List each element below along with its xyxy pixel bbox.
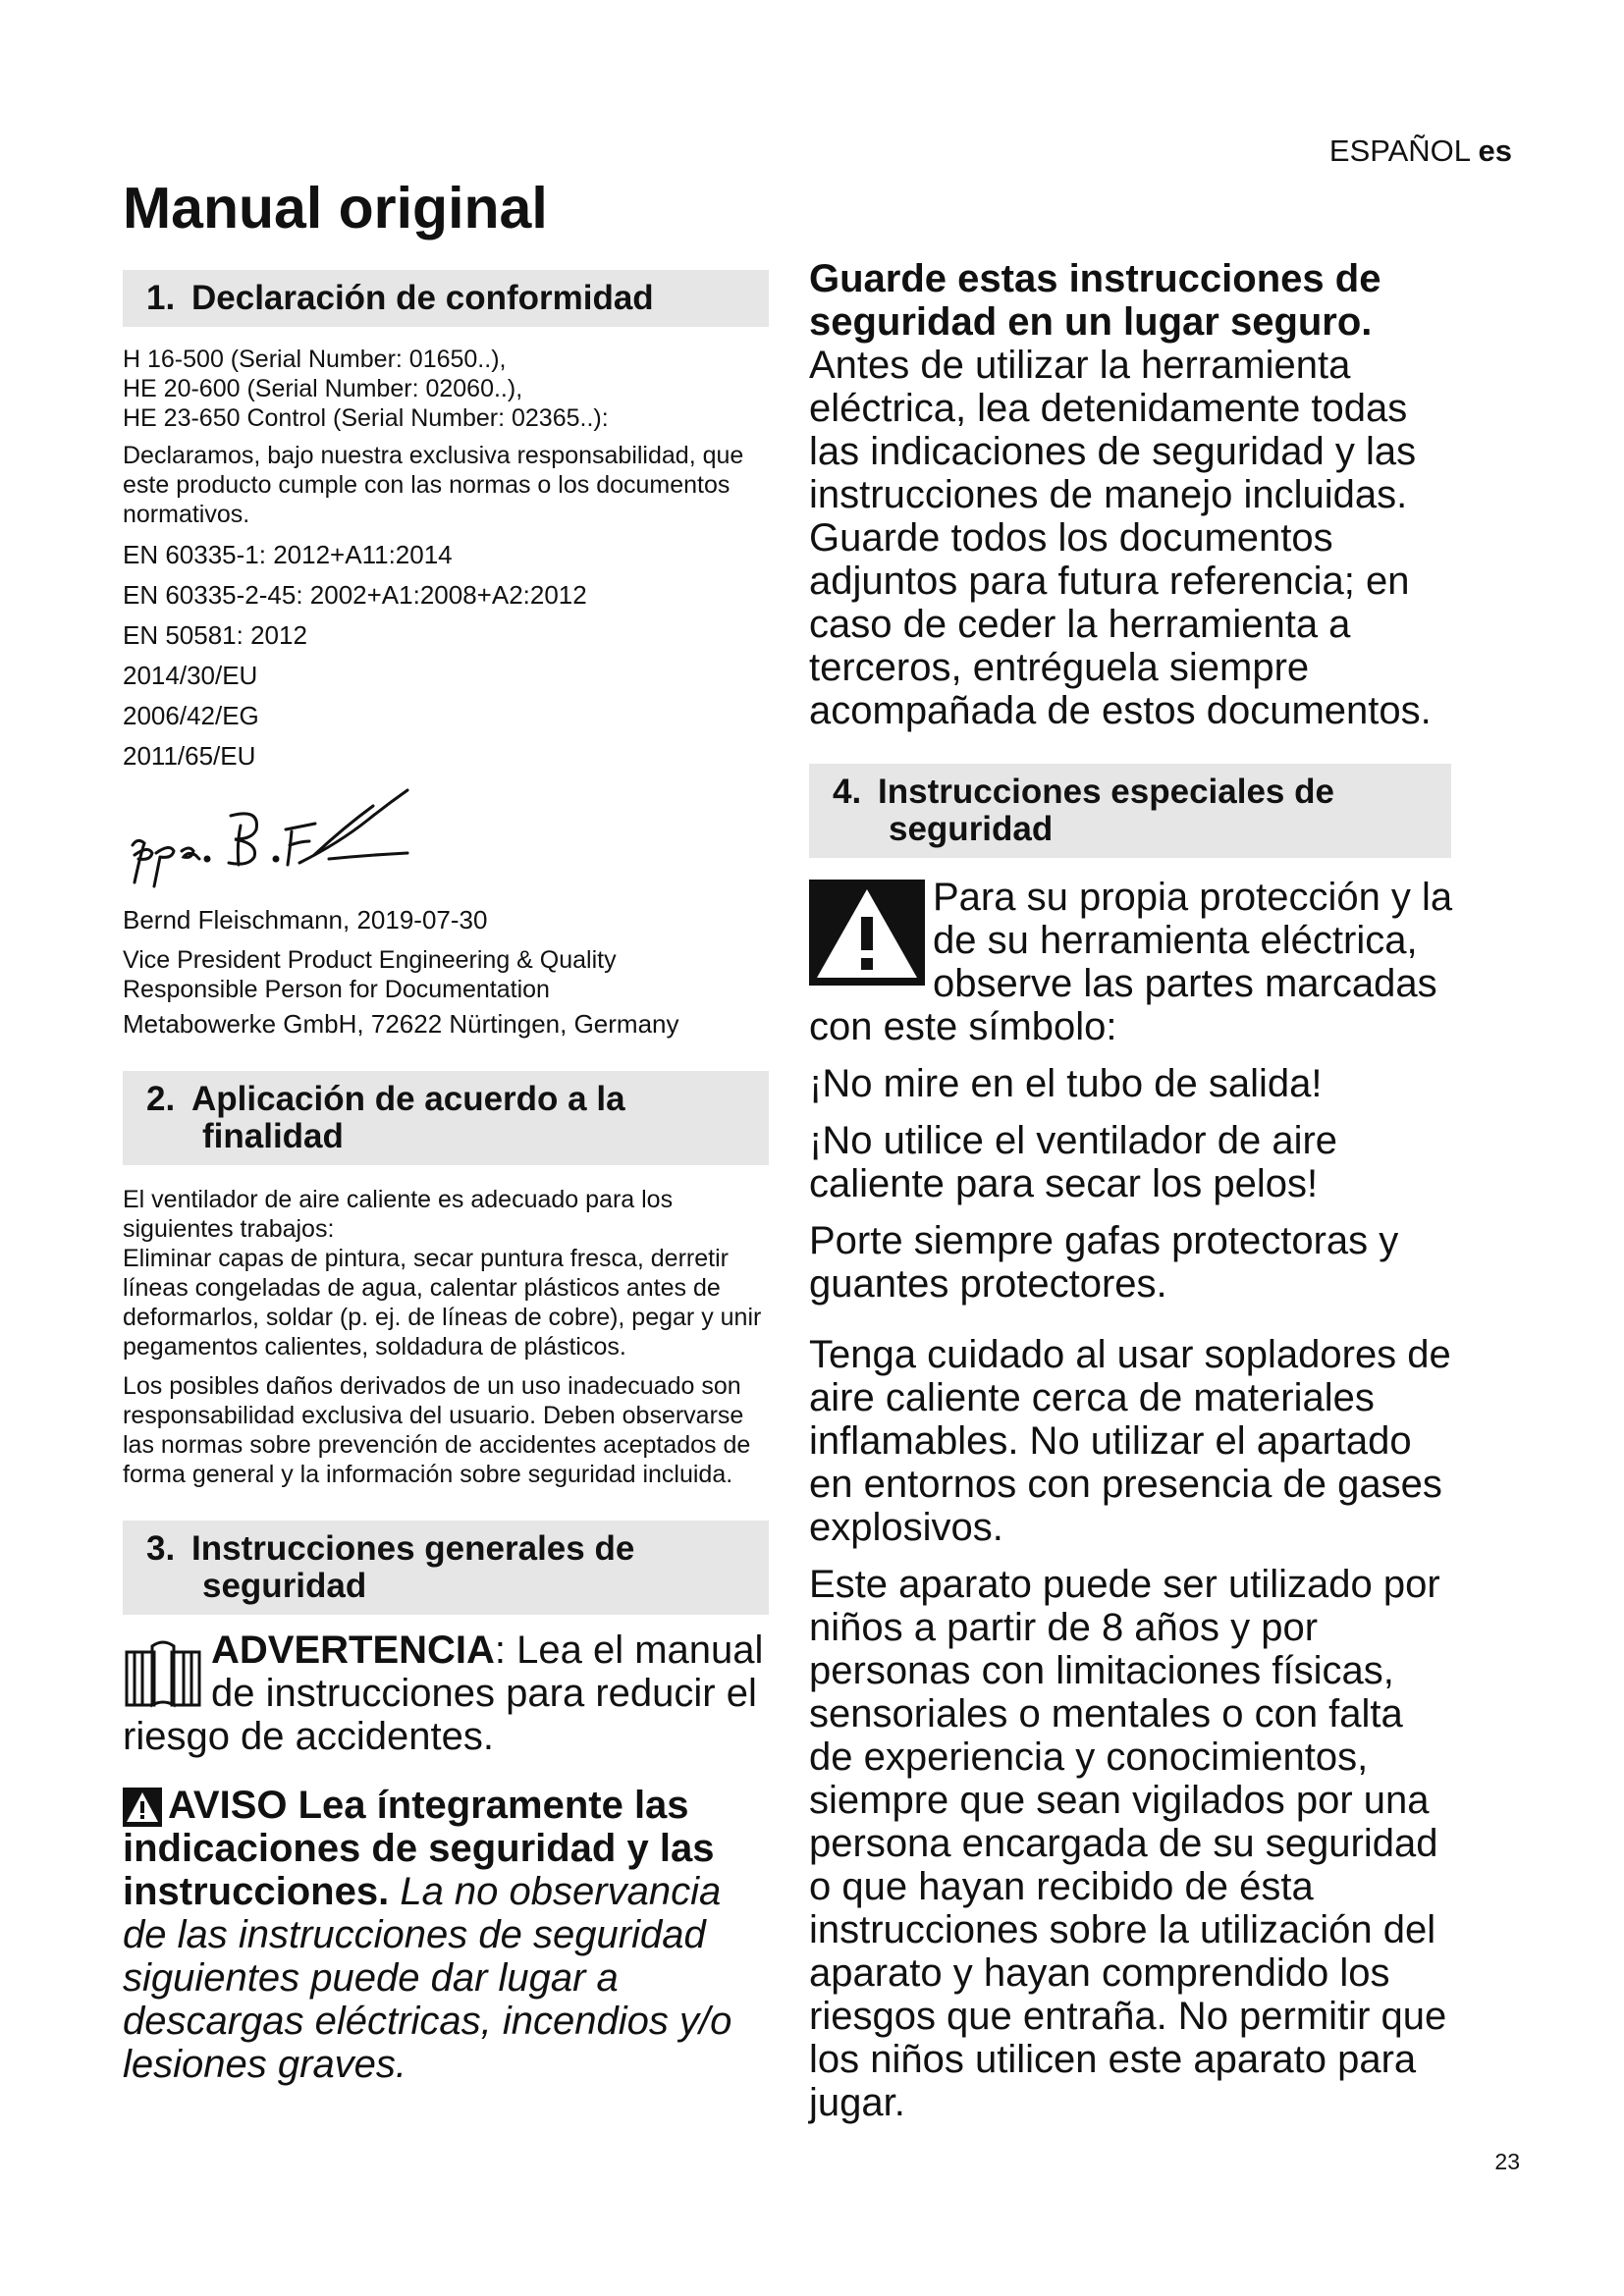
- special-intro-text: Para su propia protección y la de su herramienta eléctrica, observe las partes marcadas con este símbolo:: [809, 876, 1453, 1048]
- section-3-title: Instrucciones generales de: [191, 1529, 635, 1568]
- aviso-italic-text: La no observancia de las instrucciones de seguridad siguientes puede dar lugar a descargas eléctricas, incendios y/o lesiones graves.: [123, 1870, 732, 2086]
- section-1-number: 1.: [146, 279, 176, 317]
- section-3-heading: [123, 1521, 769, 1615]
- language-code: es: [1478, 133, 1512, 168]
- warning-label: ADVERTENCIA: [211, 1629, 495, 1672]
- section-2-body: [123, 1185, 771, 1489]
- section-2-number: 2.: [146, 1080, 176, 1118]
- language-name: ESPAÑOL: [1328, 133, 1470, 168]
- section-4-title: Instrucciones especiales de: [878, 773, 1334, 811]
- signatory-name: Bernd Fleischmann, 2019-07-30: [123, 905, 488, 934]
- aviso-block: [123, 1784, 771, 2086]
- left-column: [123, 270, 771, 2086]
- safety-note: [809, 1563, 1457, 2124]
- model-line: H 16-500 (Serial Number: 01650..),: [123, 346, 507, 373]
- standard-item: 2011/65/EU: [123, 741, 256, 771]
- page-title: Manual original: [123, 176, 548, 240]
- keep-instructions-text: Antes de utilizar la herramienta eléctrica, lea detenidamente todas las indicaciones de seguridad y las instrucciones de manejo incluidas. Guarde todos los documentos adjuntos para futura referencia; en caso de ceder la herramienta a terceros, entréguela siempre acompañada de estos documentos.: [809, 344, 1432, 732]
- signatory-role: Responsible Person for Documentation: [123, 976, 550, 1003]
- safety-note: [809, 1119, 1457, 1205]
- manual-warning: [123, 1629, 771, 1758]
- section-2-heading: [123, 1071, 769, 1165]
- declaration-paragraph: Declaramos, bajo nuestra exclusiva responsabilidad, que este producto cumple con las normas o los documentos normativos.: [123, 442, 744, 528]
- standard-item: EN 50581: 2012: [123, 620, 307, 650]
- manual-book-icon: [123, 1634, 203, 1709]
- section-1-title: Declaración de conformidad: [191, 279, 654, 317]
- safety-note: [809, 1062, 1457, 1105]
- standards-list: [123, 535, 771, 776]
- standard-item: 2006/42/EG: [123, 701, 259, 730]
- model-line: HE 20-600 (Serial Number: 02060..),: [123, 375, 523, 402]
- keep-instructions: [809, 257, 1457, 732]
- page-number: 23: [1494, 2149, 1520, 2174]
- language-label: [1329, 133, 1512, 169]
- safety-note-text: Tenga cuidado al usar sopladores de aire caliente cerca de materiales inflamables. No utilizar el apartado en entornos con presencia de gases explosivos.: [809, 1333, 1451, 1549]
- safety-note: [809, 1219, 1457, 1306]
- section-3-title-cont: seguridad: [202, 1567, 367, 1605]
- section-4-heading: [809, 764, 1451, 858]
- signatory-role: Vice President Product Engineering & Quality: [123, 946, 617, 974]
- declaration-text: [123, 441, 771, 529]
- signature: [123, 786, 771, 904]
- section-4-number: 4.: [833, 773, 862, 811]
- keep-instructions-heading: Guarde estas instrucciones de seguridad en un lugar seguro.: [809, 257, 1381, 344]
- warning-text: : Lea el manual de instrucciones para reducir el riesgo de accidentes.: [123, 1629, 764, 1758]
- company-address: Metabowerke GmbH, 72622 Nürtingen, Germany: [123, 1009, 679, 1039]
- signatory-roles: [123, 945, 771, 1004]
- model-list: [123, 345, 771, 433]
- model-line: HE 23-650 Control (Serial Number: 02365..):: [123, 404, 609, 432]
- special-intro: [809, 876, 1457, 1048]
- warning-triangle-icon: [809, 880, 925, 986]
- section-2-title: Aplicación de acuerdo a la: [191, 1080, 625, 1118]
- safety-note-text: Este aparato puede ser utilizado por niños a partir de 8 años y por personas con limitaciones físicas, sensoriales o mentales o con falta de experiencia y conocimientos, siempre que sean vigilados por una persona encargada de su seguridad o que hayan recibido de ésta instrucciones sobre la utilización del aparato y hayan comprendido los riesgos que entraña. No permitir que los niños utilicen este aparato para jugar.: [809, 1563, 1447, 2124]
- signature-drawing: [123, 786, 457, 904]
- standard-item: EN 60335-1: 2012+A11:2014: [123, 540, 453, 569]
- safety-note-text: Porte siempre gafas protectoras y guantes protectores.: [809, 1219, 1399, 1306]
- standard-item: 2014/30/EU: [123, 661, 258, 690]
- safety-note-text: ¡No mire en el tubo de salida!: [809, 1062, 1323, 1105]
- aviso-bold-text: AVISO Lea íntegramente las indicaciones de seguridad y las instrucciones.: [123, 1784, 715, 1913]
- section-2-title-cont: finalidad: [202, 1117, 344, 1155]
- safety-note-text: ¡No utilice el ventilador de aire caliente para secar los pelos!: [809, 1119, 1338, 1205]
- standard-item: EN 60335-2-45: 2002+A1:2008+A2:2012: [123, 580, 587, 610]
- liability-paragraph: Los posibles daños derivados de un uso inadecuado son responsabilidad exclusiva del usuario. Deben observarse las normas sobre prevención de accidentes aceptados de forma general y la información sobre seguridad incluida.: [123, 1372, 751, 1488]
- company-block: [123, 1008, 771, 1040]
- safety-note: [809, 1333, 1457, 1549]
- section-1-heading: [123, 270, 769, 327]
- right-column: [809, 257, 1457, 2124]
- warning-triangle-icon: [123, 1788, 162, 1827]
- usage-intro: El ventilador de aire caliente es adecuado para los siguientes trabajos:: [123, 1186, 674, 1243]
- usage-list: Eliminar capas de pintura, secar puntura fresca, derretir líneas congeladas de agua, calentar plásticos antes de deformarlos, soldar (p. ej. de líneas de cobre), pegar y unir pegamentos calientes, soldadura de plásticos.: [123, 1245, 762, 1361]
- section-3-number: 3.: [146, 1529, 176, 1568]
- signatory-block: [123, 904, 771, 935]
- section-4-title-cont: seguridad: [889, 810, 1054, 848]
